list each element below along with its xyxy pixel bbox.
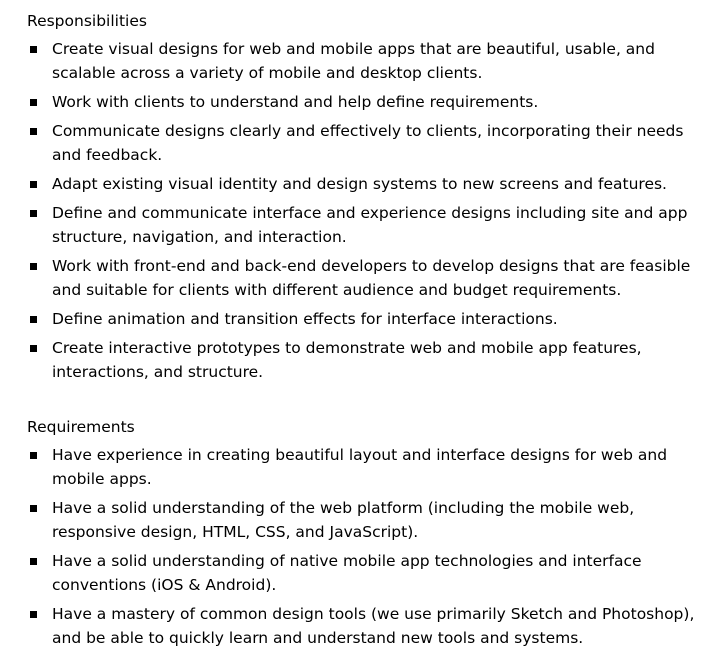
- list-item-text: Have experience in creating beautiful layout and interface designs for web and mobile apps.: [52, 446, 668, 488]
- list-item-text: Create visual designs for web and mobile apps that are beautiful, usable, and scalable across a variety of mobile and desktop clients.: [52, 40, 655, 82]
- responsibilities-heading: Responsibilities: [27, 12, 147, 30]
- square-bullet-icon: [30, 611, 37, 618]
- square-bullet-icon: [30, 181, 37, 188]
- list-item: [27, 37, 711, 85]
- square-bullet-icon: [30, 99, 37, 106]
- requirements-heading: Requirements: [27, 418, 135, 436]
- list-item-text: Communicate designs clearly and effectively to clients, incorporating their needs and feedback.: [52, 122, 684, 164]
- square-bullet-icon: [30, 452, 37, 459]
- square-bullet-icon: [30, 263, 37, 270]
- requirements-list: [27, 443, 711, 650]
- list-item-text: Work with front-end and back-end developers to develop designs that are feasible and suitable for clients with different audience and budget requirements.: [52, 257, 691, 299]
- list-item: [27, 336, 711, 384]
- responsibilities-list: [27, 37, 711, 384]
- responsibilities-section: [27, 10, 711, 384]
- list-item: [27, 119, 711, 167]
- list-item-text: Have a solid understanding of the web platform (including the mobile web, responsive design, HTML, CSS, and JavaScript).: [52, 499, 635, 541]
- square-bullet-icon: [30, 505, 37, 512]
- list-item: [27, 549, 711, 597]
- list-item: [27, 172, 711, 196]
- list-item: [27, 602, 711, 650]
- list-item: [27, 254, 711, 302]
- list-item: [27, 90, 711, 114]
- list-item-text: Work with clients to understand and help define requirements.: [52, 93, 539, 111]
- square-bullet-icon: [30, 345, 37, 352]
- list-item-text: Have a mastery of common design tools (we use primarily Sketch and Photoshop), and be able to quickly learn and understand new tools and systems.: [52, 605, 695, 647]
- list-item-text: Define animation and transition effects for interface interactions.: [52, 310, 558, 328]
- list-item-text: Have a solid understanding of native mobile app technologies and interface conventions (iOS & Android).: [52, 552, 642, 594]
- list-item: [27, 443, 711, 491]
- square-bullet-icon: [30, 558, 37, 565]
- list-item: [27, 307, 711, 331]
- square-bullet-icon: [30, 128, 37, 135]
- list-item-text: Create interactive prototypes to demonstrate web and mobile app features, interactions, and structure.: [52, 339, 642, 381]
- list-item-text: Define and communicate interface and experience designs including site and app structure, navigation, and interaction.: [52, 204, 688, 246]
- job-description: [27, 10, 711, 655]
- square-bullet-icon: [30, 210, 37, 217]
- list-item: [27, 201, 711, 249]
- square-bullet-icon: [30, 316, 37, 323]
- requirements-section: [27, 416, 711, 650]
- list-item-text: Adapt existing visual identity and design systems to new screens and features.: [52, 175, 667, 193]
- square-bullet-icon: [30, 46, 37, 53]
- list-item: [27, 496, 711, 544]
